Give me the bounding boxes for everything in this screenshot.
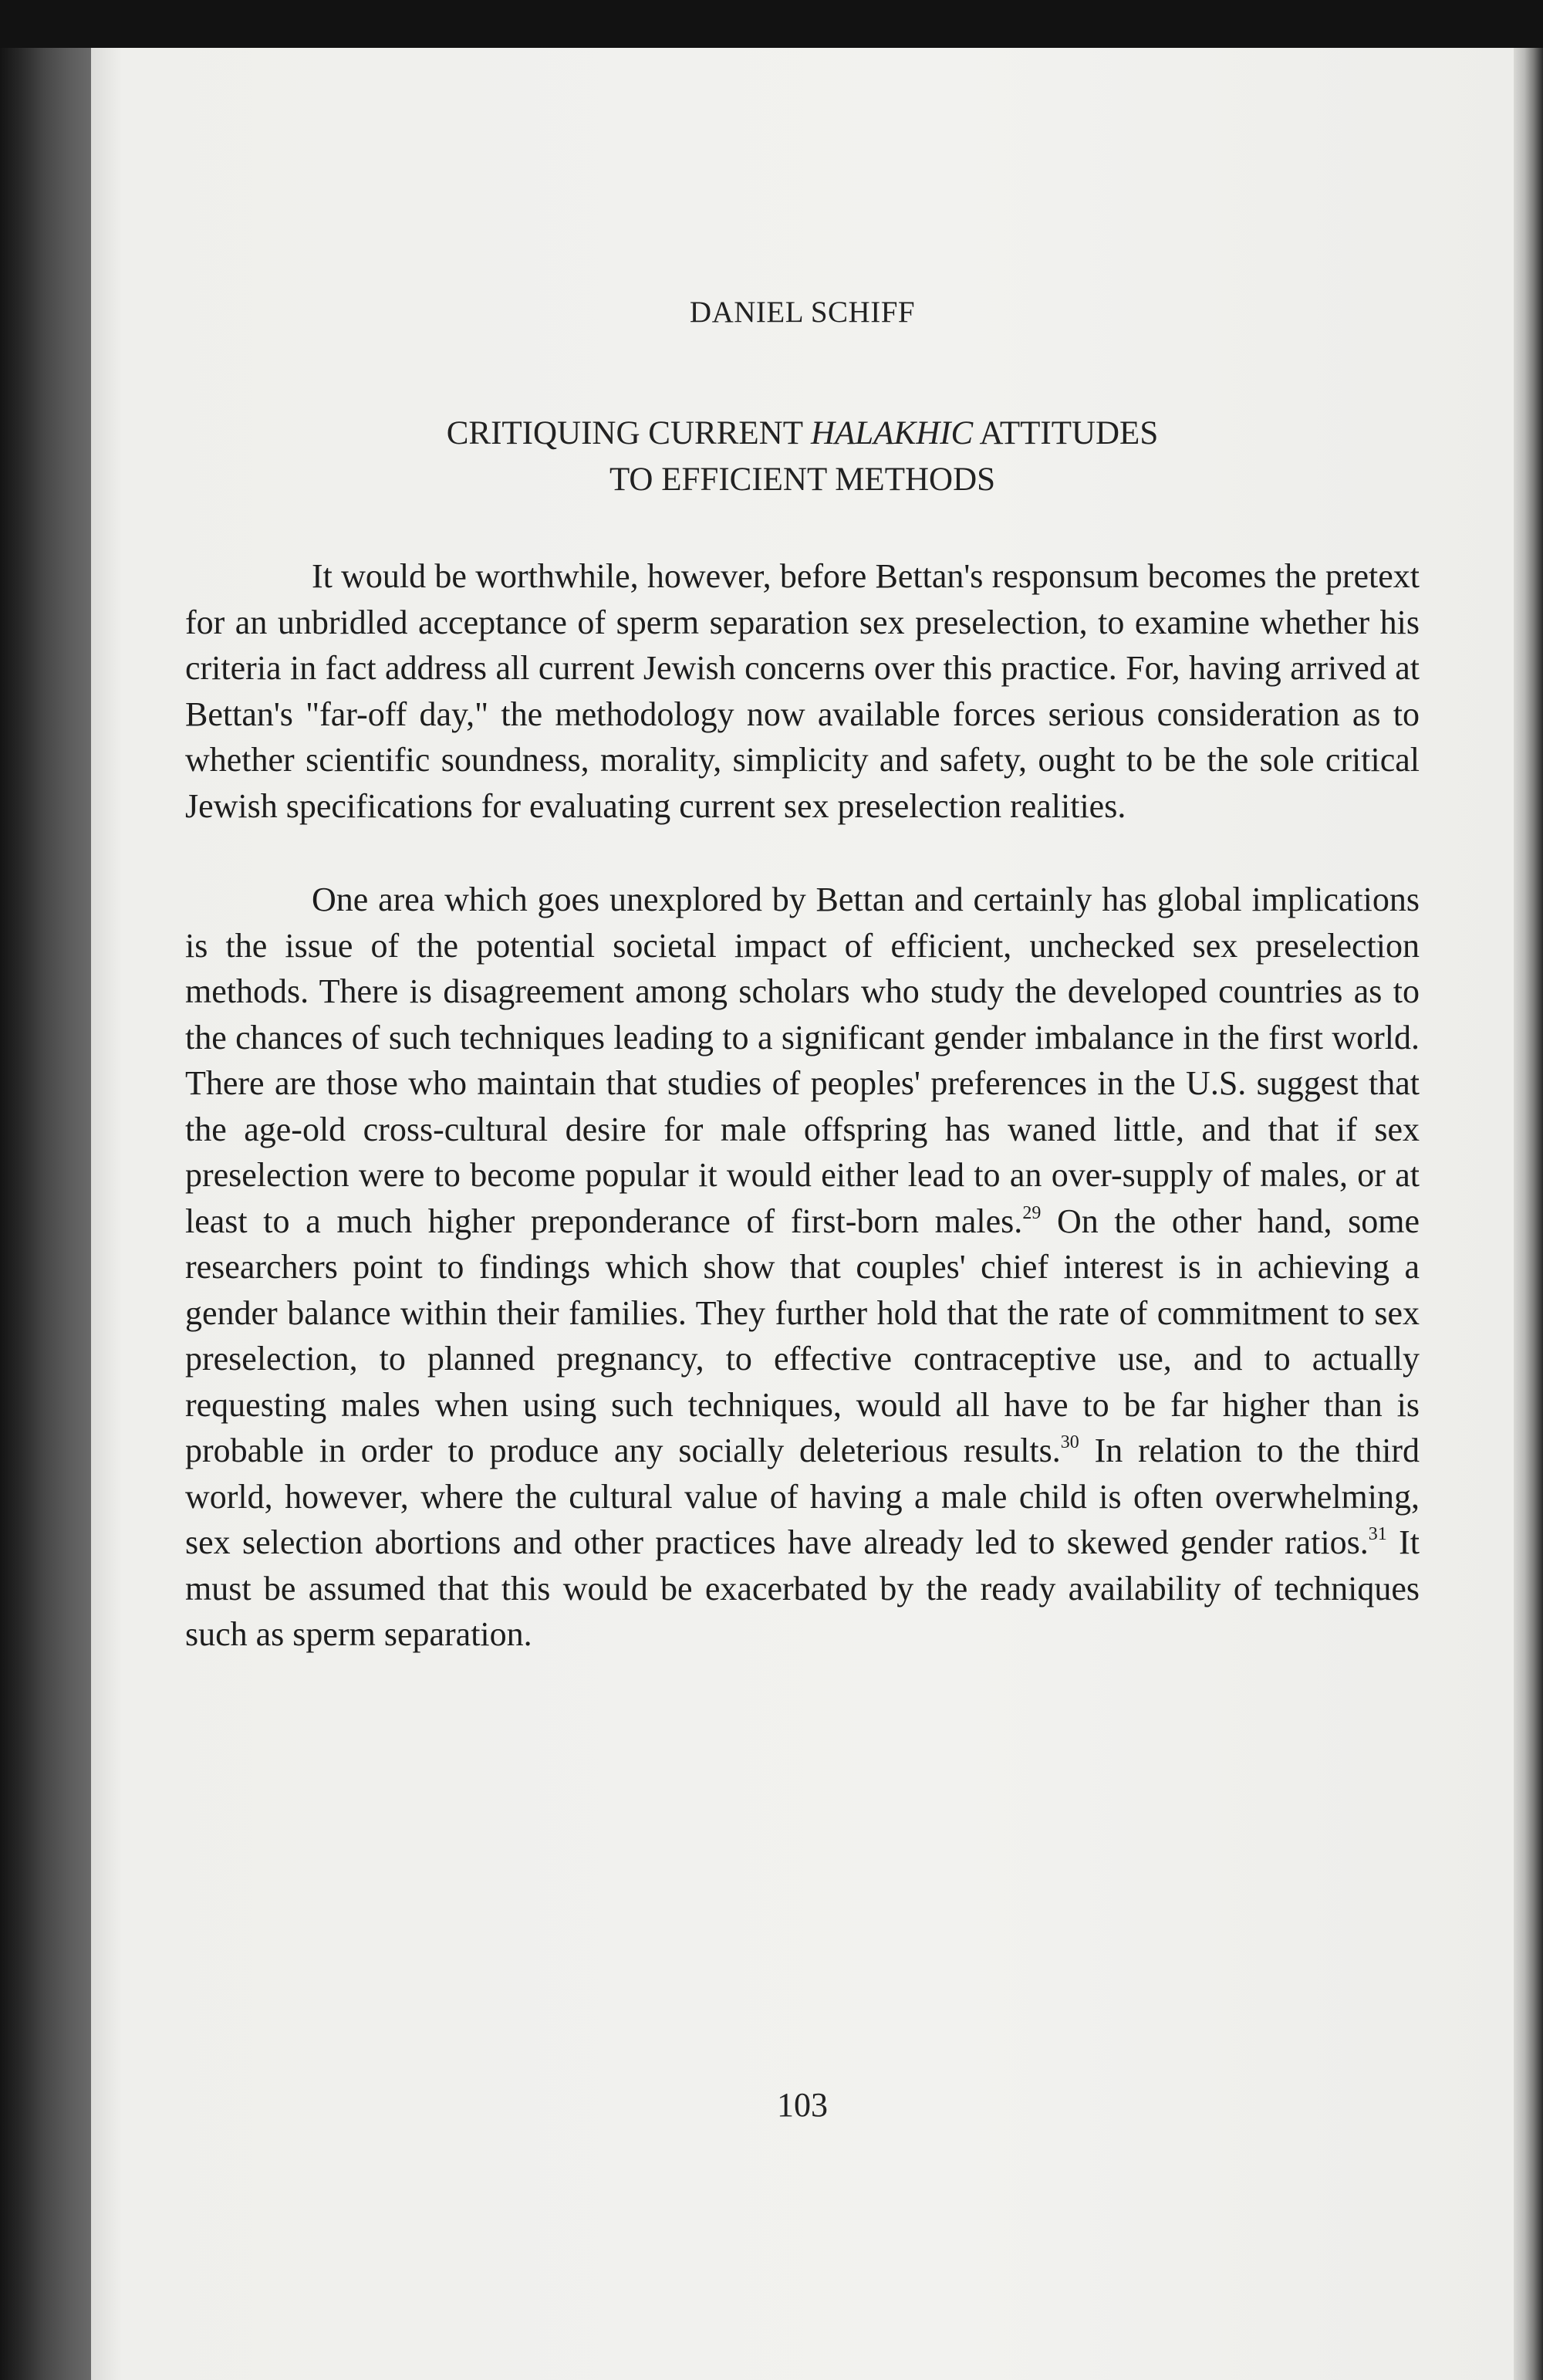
footnote-ref-30: 30 [1060, 1432, 1079, 1452]
paragraph-1: It would be worthwhile, however, before Bettan's responsum becomes the pretext for an unbridled acceptance of sperm separation sex preselection, to examine whether his criteria in fact address all current Jewish concerns over this practice. For, having arrived at Bettan's "far-off day," the methodology now available forces serious consideration as to whether scientific soundness, morality, simplicity and safety, ought to be the sole critical Jewish specifications for evaluating current sex preselection realities. [185, 557, 1420, 825]
section-title-line-2: TO EFFICIENT METHODS [609, 461, 996, 498]
paragraph-2 [185, 877, 1420, 1658]
page-number: 103 [777, 2086, 828, 2124]
section-title-line-1 [185, 411, 1420, 457]
page-edge [1514, 48, 1543, 2380]
paragraph-text: One area which goes unexplored by Bettan and certainly has global implications is the issue of the potential societal impact of efficient, unchecked sex preselection methods. There is disagreement among scholars who study the developed countries as to the chances of such techniques leading to a significant gender imbalance in the first world. There are those who maintain that studies of peoples' preferences in the U.S. suggest that the age-old cross-cultural desire for male offspring has waned little, and that if sex preselection were to become popular it would either lead to an over-supply of males, or at least to a much higher preponderance of first-born males. [185, 881, 1420, 1240]
footnote-ref-31: 31 [1368, 1524, 1387, 1544]
section-title [185, 411, 1420, 503]
section-title-italic-term: HALAKHIC [810, 415, 974, 451]
footnote-ref-29: 29 [1022, 1202, 1042, 1223]
paragraph-text: It must be assumed that this would be exacerbated by the ready availability of techniques such as sperm separation. [185, 1523, 1420, 1653]
scan-background-top [0, 0, 1543, 48]
section-title-text: ATTITUDES [973, 415, 1159, 451]
running-head: DANIEL SCHIFF [689, 296, 916, 329]
section-title-text: CRITIQUING CURRENT [446, 415, 811, 451]
body-text [185, 553, 1420, 1658]
paragraph-text: On the other hand, some researchers point to findings which show that couples' chief interest is in achieving a gender balance within their families. They further hold that the rate of commitment to sex preselection, to planned pregnancy, to effective contraceptive use, and to actually requesting males when using such techniques, would all have to be far higher than is probable in order to produce any socially deleterious results. [185, 1202, 1420, 1469]
book-spine-shadow [0, 48, 91, 2380]
book-page [91, 48, 1514, 2380]
paragraph-text: In relation to the third world, however, where the cultural value of having a male child is often overwhelming, sex selection abortions and other practices have already led to skewed gender ratios. [185, 1432, 1420, 1561]
